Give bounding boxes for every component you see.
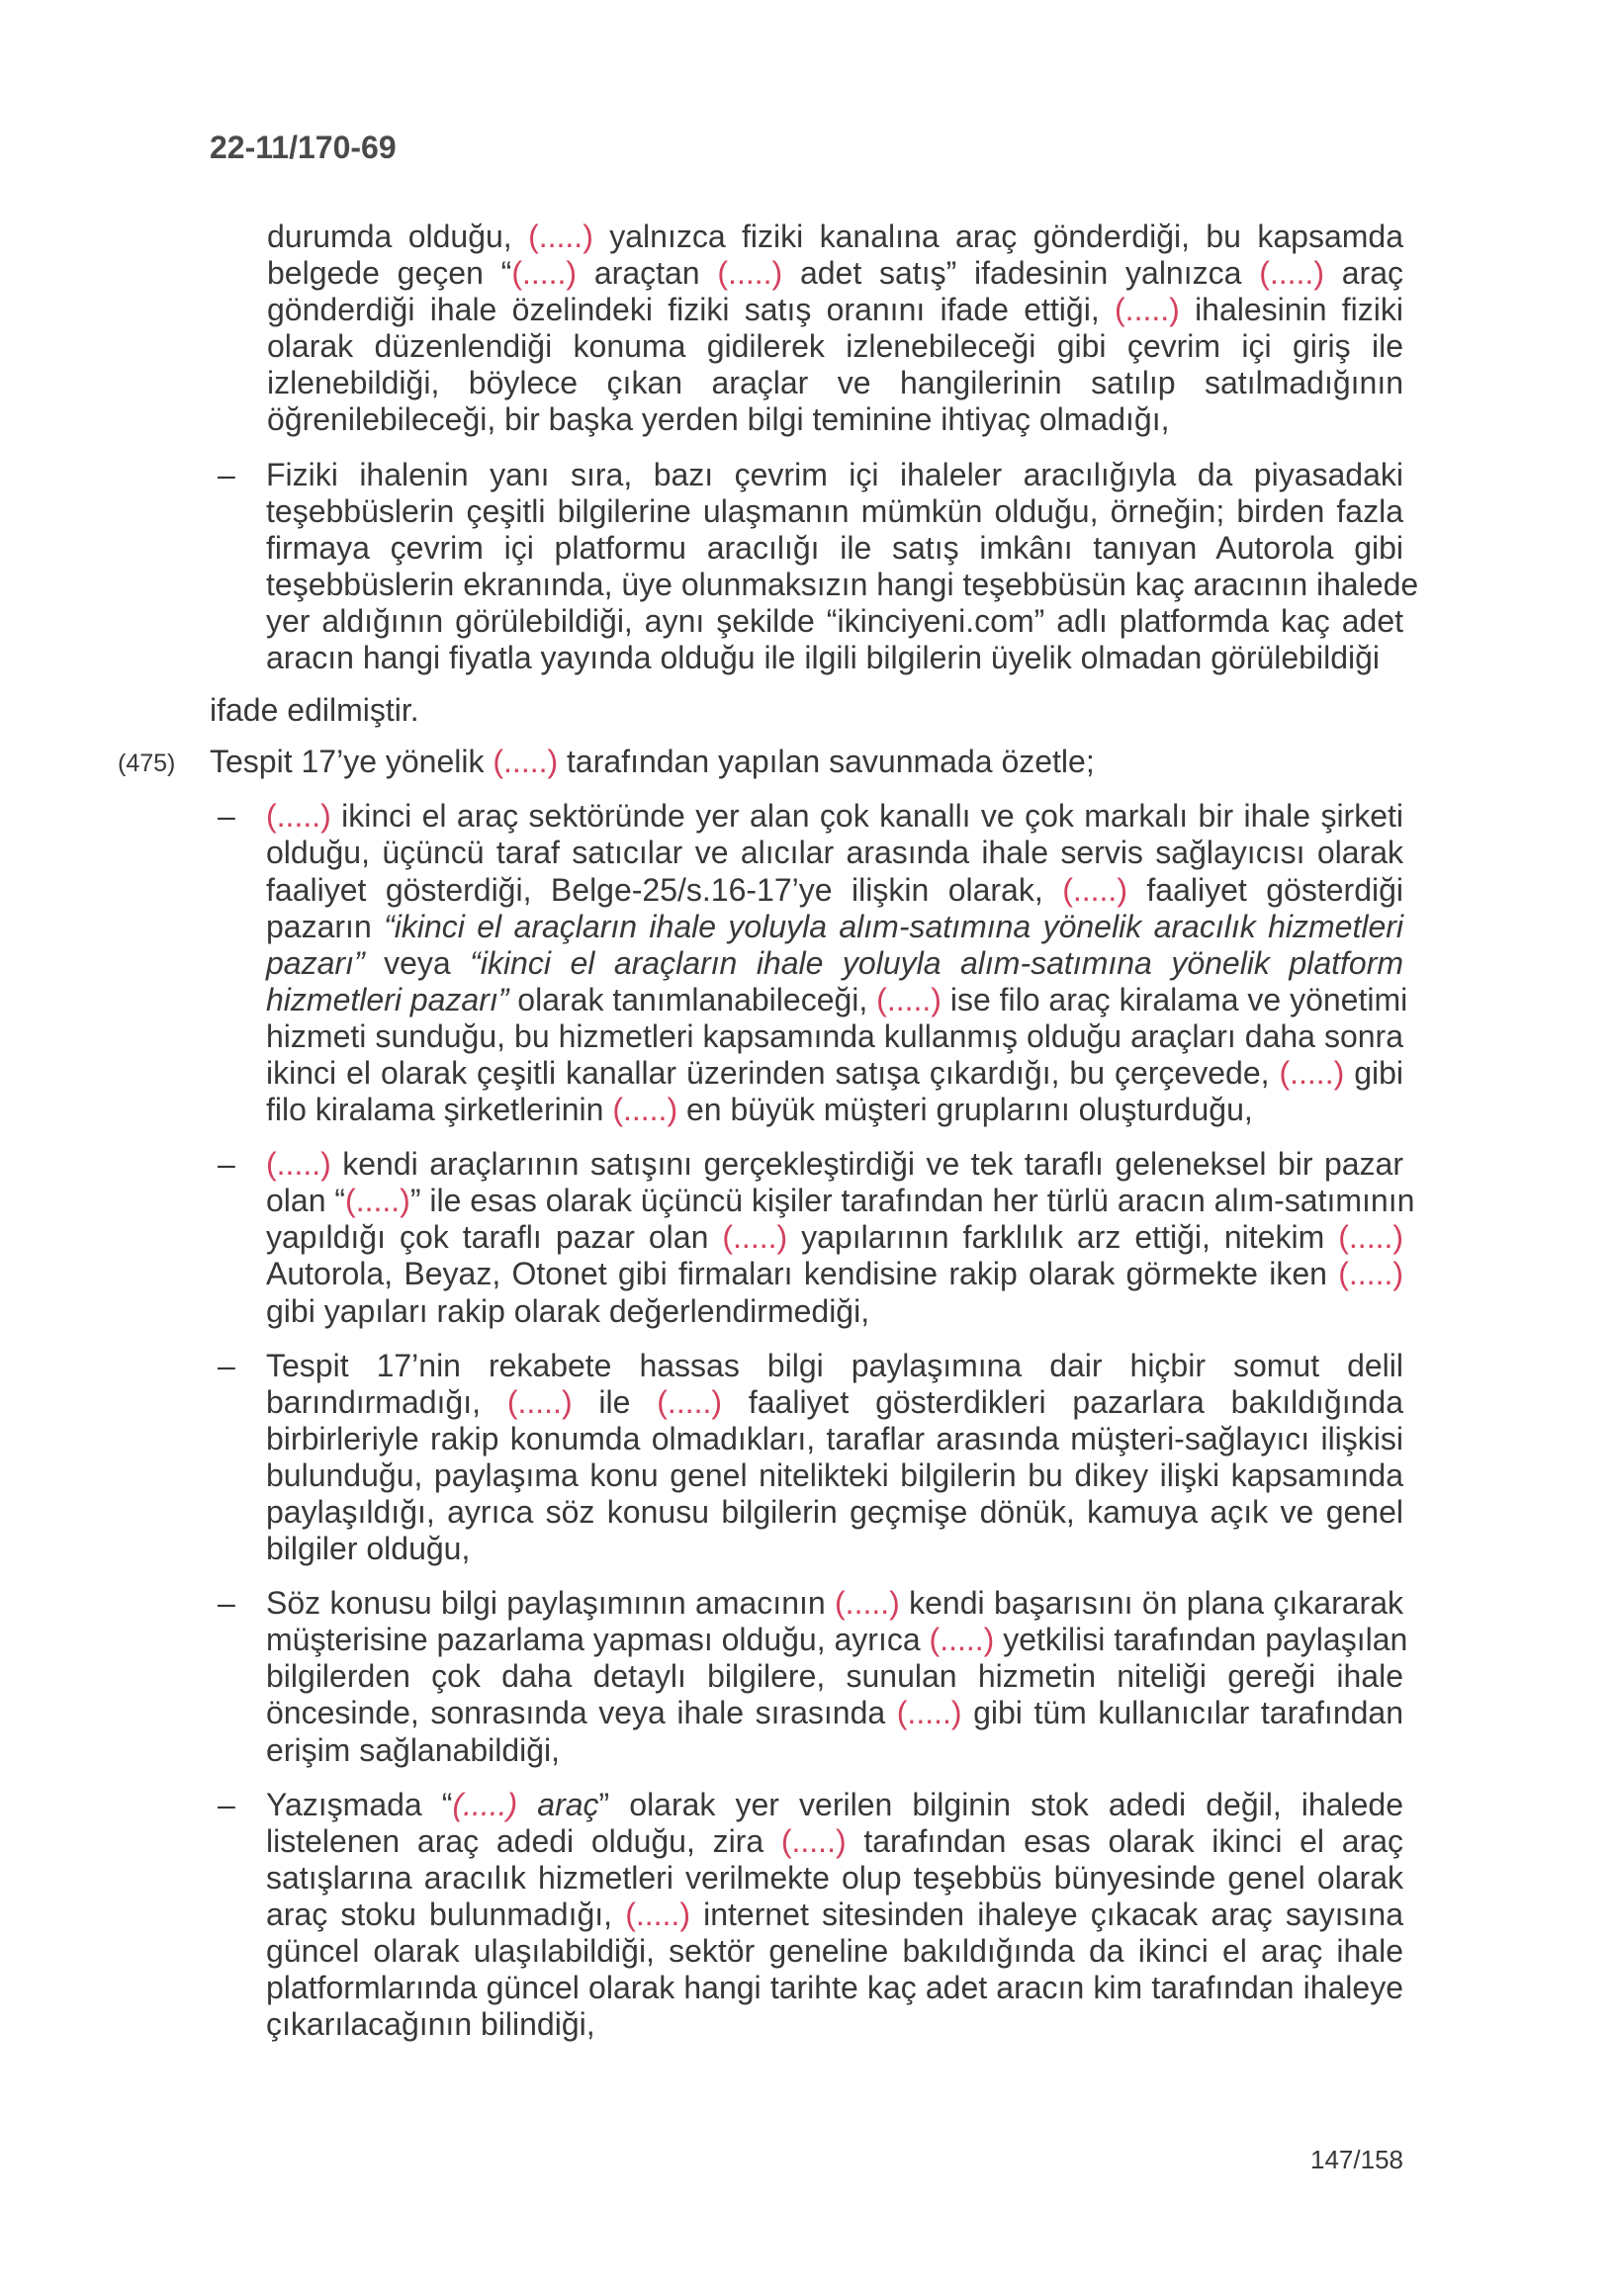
text-line bbox=[266, 1494, 1403, 1531]
redacted-placeholder: (.....) bbox=[896, 1695, 962, 1731]
text-run: veya bbox=[364, 944, 471, 981]
text-line bbox=[266, 1421, 1403, 1457]
text-run: pazarı” bbox=[266, 944, 365, 981]
redacted-placeholder: (.....) bbox=[506, 1383, 573, 1420]
bullet-text bbox=[266, 456, 1419, 677]
text-line bbox=[266, 1055, 1403, 1092]
text-line bbox=[266, 530, 1403, 567]
bullet-item bbox=[218, 1146, 1415, 1329]
text-run: internet sitesinden ihaleye çıkacak araç sayısına bbox=[689, 1896, 1404, 1932]
closing-sentence bbox=[210, 692, 1403, 729]
text-run: en büyük müşteri gruplarını oluşturduğu, bbox=[677, 1092, 1253, 1128]
text-run: öncesinde, sonrasında veya ihale sırasında bbox=[266, 1695, 897, 1731]
bullet-text bbox=[266, 1787, 1403, 2044]
text-line bbox=[267, 401, 1403, 438]
redacted-placeholder: (.....) bbox=[1259, 255, 1324, 292]
bullet-list-statements bbox=[0, 457, 1615, 677]
text-line bbox=[266, 1695, 1403, 1731]
text-run: pazarın bbox=[266, 908, 385, 944]
page-number: 147/158 bbox=[1310, 2145, 1403, 2174]
redacted-placeholder: (.....) bbox=[625, 1896, 690, 1932]
text-run: güncel olarak ulaşılabildiği, sektör geneline bakıldığında da ikinci el araç ihale bbox=[266, 1933, 1403, 1970]
text-run: filo kiralama şirketlerinin bbox=[266, 1092, 613, 1128]
bullet-dash-marker: – bbox=[218, 1786, 235, 1822]
redacted-placeholder: (.....) bbox=[266, 798, 331, 835]
bullet-dash-marker: – bbox=[218, 1585, 235, 1622]
text-run: hizmeti sunduğu, bu hizmetleri kapsamında kullanmış olduğu araçları daha sonra bbox=[266, 1017, 1403, 1054]
bullet-list-defense-summary bbox=[0, 798, 1615, 2043]
redacted-placeholder: (.....) bbox=[1062, 871, 1127, 908]
text-run: ihalesinin fiziki bbox=[1179, 292, 1404, 328]
text-line bbox=[266, 909, 1403, 945]
text-line bbox=[266, 1219, 1403, 1256]
text-run: gönderdiği ihale özelindeki fiziki satış oranını ifade ettiği, bbox=[267, 292, 1116, 328]
text-line bbox=[266, 981, 1408, 1018]
text-run: Autorola, Beyaz, Otonet gibi firmaları kendisine rakip olarak görmekte iken bbox=[266, 1256, 1339, 1292]
text-run: müşterisine pazarlama yapması olduğu, ayrıca bbox=[266, 1622, 930, 1658]
text-run: kendi araçlarının satışını gerçekleştirdiği ve tek taraflı geleneksel bir pazar bbox=[330, 1146, 1403, 1183]
text-run: ifade edilmiştir. bbox=[210, 692, 419, 729]
bullet-item bbox=[218, 456, 1419, 677]
text-line bbox=[266, 835, 1403, 871]
text-run: bilgiler olduğu, bbox=[266, 1531, 471, 1567]
text-run: izlenebildiği, böylece çıkan araçlar ve hangilerinin satılıp satılmadığının bbox=[267, 365, 1403, 401]
text-run: Söz konusu bilgi paylaşımının amacının bbox=[266, 1585, 836, 1622]
text-line bbox=[267, 365, 1403, 401]
text-run: “ikinci el araçların ihale yoluyla alım-satımına yönelik platform bbox=[470, 944, 1404, 981]
bullet-dash-marker: – bbox=[218, 1146, 235, 1183]
text-line bbox=[266, 1146, 1403, 1183]
text-run: platformlarında güncel olarak hangi tarihte kaç adet aracın kim tarafından ihaleye bbox=[266, 1970, 1403, 2006]
text-run: birbirleriyle rakip konumda olmadıkları, taraflar arasında müşteri-sağlayıcı ilişkisi bbox=[266, 1420, 1403, 1457]
text-line bbox=[266, 1787, 1403, 1823]
numbered-paragraph bbox=[118, 744, 1403, 780]
redacted-placeholder: (.....) bbox=[345, 1183, 410, 1219]
text-run: olarak düzenlendiği konuma gidilerek izlenebileceği gibi çevrim içi giriş ile bbox=[267, 328, 1403, 365]
redacted-placeholder: (.....) bbox=[1338, 1219, 1404, 1256]
text-run: listelenen araç adedi olduğu, zira bbox=[266, 1822, 781, 1859]
text-run: araç stoku bulunmadığı, bbox=[266, 1896, 626, 1932]
text-line bbox=[266, 1018, 1403, 1055]
text-line bbox=[266, 1348, 1403, 1384]
text-run: hizmetleri pazarı” bbox=[266, 981, 509, 1017]
text-run: satışlarına aracılık hizmetleri verilmekte olup teşebbüs bünyesinde genel olarak bbox=[266, 1859, 1403, 1896]
text-line bbox=[210, 692, 1403, 729]
redacted-placeholder: (.....) bbox=[722, 1219, 788, 1256]
text-run: teşebbüslerin çeşitli bilgilerine ulaşmanın mümkün olduğu, örneğin; birden fazla bbox=[266, 492, 1403, 529]
text-line bbox=[266, 1585, 1403, 1622]
text-run: ikinci el araç sektöründe yer alan çok kanallı ve çok markalı bir ihale şirketi bbox=[330, 798, 1403, 835]
text-run: ise filo araç kiralama ve yönetimi bbox=[941, 981, 1408, 1017]
text-run: tarafından yapılan savunmada özetle; bbox=[558, 744, 1095, 780]
text-line bbox=[266, 1384, 1403, 1421]
text-run: faaliyet gösterdikleri pazarlara bakıldığında bbox=[722, 1383, 1404, 1420]
text-line bbox=[266, 640, 1403, 676]
redacted-placeholder: (.....) bbox=[266, 1146, 331, 1183]
redacted-placeholder: (.....) bbox=[657, 1383, 723, 1420]
text-run: firmaya çevrim içi platformu aracılığı ile satış imkânı tanıyan Autorola gibi bbox=[266, 529, 1403, 566]
text-run: gibi yapıları rakip olarak değerlendirmediği, bbox=[266, 1292, 870, 1329]
text-run: “ikinci el araçların ihale yoluyla alım-satımına yönelik aracılık hizmetleri bbox=[384, 908, 1404, 944]
text-line bbox=[267, 219, 1403, 255]
bullet-dash-marker: – bbox=[218, 798, 235, 835]
text-line bbox=[267, 292, 1403, 328]
text-run: bilgilerden çok daha detaylı bilgilere, sunulan hizmetin niteliği gereği ihale bbox=[266, 1658, 1403, 1695]
document-reference-number: 22-11/170-69 bbox=[210, 130, 397, 165]
bullet-item bbox=[218, 1786, 1404, 2044]
document-body bbox=[0, 219, 1615, 2043]
text-line bbox=[266, 493, 1403, 530]
text-line bbox=[266, 1622, 1408, 1658]
text-line bbox=[267, 255, 1403, 292]
text-run: yalnızca fiziki kanalına araç gönderdiği, bu kapsamda bbox=[592, 219, 1404, 254]
text-run: araç bbox=[517, 1786, 599, 1822]
continued-paragraph bbox=[267, 219, 1403, 439]
redacted-placeholder: (.....) bbox=[1115, 292, 1180, 328]
text-line bbox=[266, 1658, 1403, 1695]
text-run: gibi bbox=[1344, 1054, 1404, 1091]
text-run: çıkarılacağının bilindiği, bbox=[266, 2006, 595, 2043]
bullet-item bbox=[218, 1347, 1404, 1568]
redacted-placeholder: (.....) bbox=[493, 744, 559, 780]
text-run: Yazışmada “ bbox=[266, 1786, 453, 1822]
text-line bbox=[266, 798, 1403, 835]
text-line bbox=[266, 1293, 1403, 1330]
text-line bbox=[266, 1860, 1403, 1897]
text-line bbox=[266, 2006, 1403, 2043]
text-run: olan “ bbox=[266, 1183, 346, 1219]
text-run: araçtan bbox=[577, 255, 718, 292]
text-run: yetkilisi tarafından paylaşılan bbox=[994, 1622, 1408, 1658]
text-run: adet satış” ifadesinin yalnızca bbox=[782, 255, 1260, 292]
bullet-dash-marker: – bbox=[218, 1347, 235, 1383]
text-run: durumda olduğu, bbox=[267, 219, 529, 254]
text-run: ” olarak yer verilen bilginin stok adedi değil, ihalede bbox=[598, 1786, 1403, 1822]
paragraph-text bbox=[210, 744, 1403, 780]
text-run: teşebbüslerin ekranında, üye olunmaksızın hangi teşebbüsün kaç aracının ihalede bbox=[266, 566, 1419, 602]
text-line bbox=[266, 1457, 1403, 1494]
text-line bbox=[266, 1531, 1403, 1567]
text-line bbox=[267, 328, 1403, 365]
text-run: kendi başarısını ön plana çıkararak bbox=[899, 1585, 1403, 1622]
text-run: olarak tanımlanabileceği, bbox=[508, 981, 877, 1017]
redacted-placeholder: (.....) bbox=[612, 1092, 678, 1128]
bullet-text bbox=[266, 1146, 1415, 1329]
bullet-item bbox=[218, 798, 1408, 1128]
bullet-dash-marker: – bbox=[218, 456, 235, 492]
text-run: tarafından esas olarak ikinci el araç bbox=[846, 1822, 1404, 1859]
bullet-item bbox=[218, 1585, 1408, 1768]
text-line bbox=[266, 457, 1403, 493]
redacted-placeholder: (.....) bbox=[452, 1786, 518, 1822]
text-run: Fiziki ihalenin yanı sıra, bazı çevrim içi ihaleler aracılığıyla da piyasadaki bbox=[266, 456, 1403, 492]
text-line bbox=[266, 1183, 1415, 1219]
text-run: ile bbox=[572, 1383, 658, 1420]
redacted-placeholder: (.....) bbox=[511, 255, 578, 292]
bullet-text bbox=[266, 798, 1408, 1128]
text-line bbox=[210, 744, 1403, 780]
redacted-placeholder: (.....) bbox=[835, 1585, 900, 1622]
text-run: öğrenilebileceği, bir başka yerden bilgi teminine ihtiyaç olmadığı, bbox=[267, 401, 1170, 438]
text-run: Tespit 17’nin rekabete hassas bilgi paylaşımına dair hiçbir somut delil bbox=[266, 1347, 1403, 1383]
text-line bbox=[266, 566, 1419, 603]
text-line bbox=[266, 1732, 1403, 1769]
text-run: paylaşıldığı, ayrıca söz konusu bilgilerin geçmişe dönük, kamuya açık ve genel bbox=[266, 1494, 1403, 1530]
text-run: belgede geçen “ bbox=[267, 255, 512, 292]
text-line bbox=[266, 603, 1403, 640]
text-run: bulunduğu, paylaşıma konu genel nitelikteki bilgilerin bu dikey ilişki kapsamında bbox=[266, 1457, 1403, 1493]
text-run: barındırmadığı, bbox=[266, 1383, 507, 1420]
redacted-placeholder: (.....) bbox=[780, 1822, 847, 1859]
bullet-text bbox=[266, 1348, 1403, 1568]
redacted-placeholder: (.....) bbox=[1338, 1256, 1403, 1292]
text-run: erişim sağlanabildiği, bbox=[266, 1731, 561, 1768]
redacted-placeholder: (.....) bbox=[876, 981, 942, 1017]
text-line bbox=[266, 945, 1403, 982]
text-run: ikinci el olarak çeşitli kanallar üzerinden satışa çıkardığı, bu çerçevede, bbox=[266, 1054, 1280, 1091]
redacted-placeholder: (.....) bbox=[717, 255, 783, 292]
text-line bbox=[266, 1933, 1403, 1970]
text-line bbox=[266, 1823, 1403, 1860]
redacted-placeholder: (.....) bbox=[1279, 1054, 1345, 1091]
text-run: yapılarının farklılık arz ettiği, nitekim bbox=[787, 1219, 1339, 1256]
bullet-text bbox=[266, 1585, 1408, 1768]
text-run: faaliyet gösterdiği, Belge-25/s.16-17’ye ilişkin olarak, bbox=[266, 871, 1063, 908]
paragraph-number: (475) bbox=[118, 750, 176, 778]
text-line bbox=[266, 1970, 1403, 2006]
text-run: faaliyet gösterdiği bbox=[1126, 871, 1404, 908]
redacted-placeholder: (.....) bbox=[929, 1622, 995, 1658]
text-run: yapıldığı çok taraflı pazar olan bbox=[266, 1219, 723, 1256]
text-line bbox=[266, 1256, 1403, 1292]
text-run: ” ile esas olarak üçüncü kişiler tarafından her türlü aracın alım-satımının bbox=[409, 1183, 1415, 1219]
text-run: aracın hangi fiyatla yayında olduğu ile ilgili bilgilerin üyelik olmadan görülebildiği bbox=[266, 640, 1380, 676]
text-line bbox=[266, 872, 1403, 909]
text-run: olduğu, üçüncü taraf satıcılar ve alıcılar arasında ihale servis sağlayıcısı olarak bbox=[266, 835, 1403, 871]
redacted-placeholder: (.....) bbox=[528, 219, 593, 254]
text-run: Tespit 17’ye yönelik bbox=[210, 744, 493, 780]
text-run: yer aldığının görülebildiği, aynı şekilde “ikinciyeni.com” adlı platformda kaç adet bbox=[266, 602, 1403, 639]
text-line bbox=[266, 1092, 1403, 1128]
text-line bbox=[266, 1897, 1403, 1933]
text-run: gibi tüm kullanıcılar tarafından bbox=[961, 1695, 1404, 1731]
text-run: araç bbox=[1323, 255, 1404, 292]
